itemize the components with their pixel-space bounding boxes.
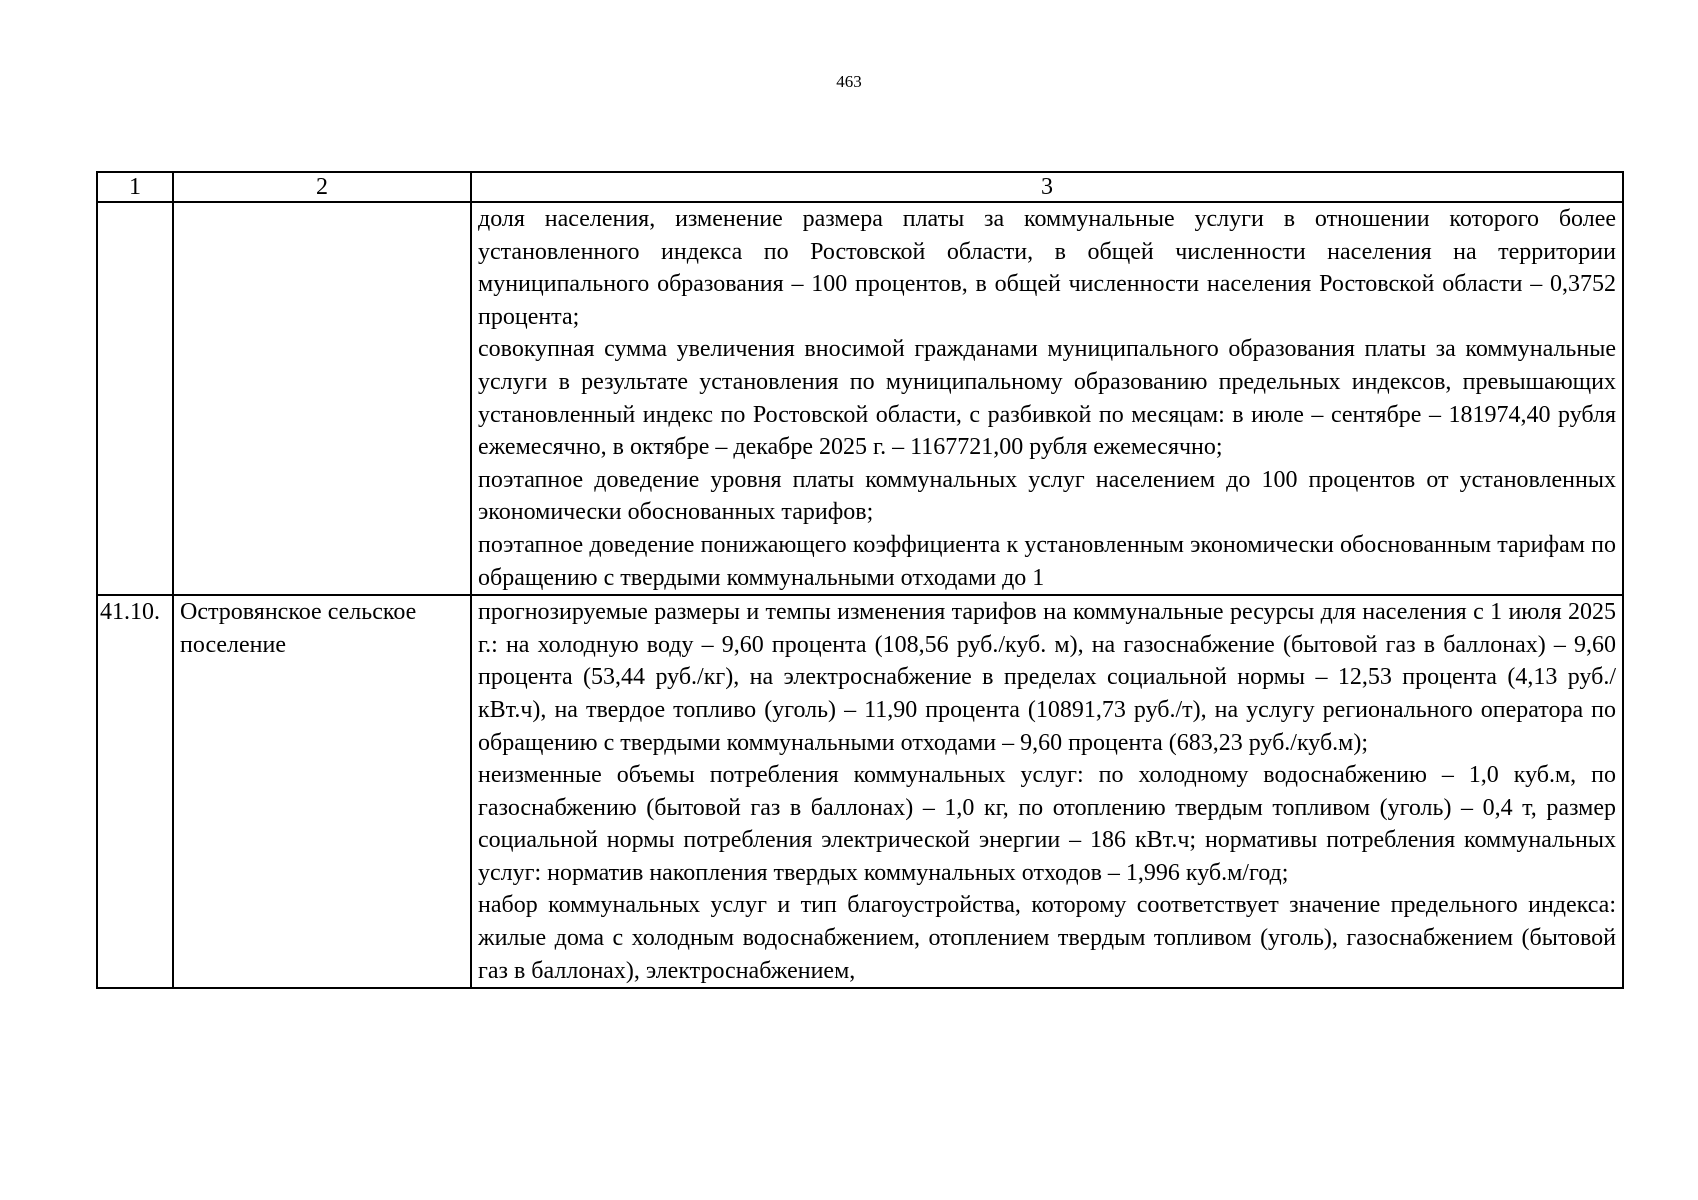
paragraph: неизменные объемы потребления коммунальных услуг: по холодному водоснабжению – 1,0 куб.м, по газоснабжению (бытовой газ в баллонах) – 1,0 кг, по отоплению твердым топливом (уголь) – 0,4 т, размер социальной нормы потребления электрической энергии – 186 кВт.ч; нормативы потребления коммунальных услуг: норматив накопления твердых коммунальных отходов – 1,996 куб.м/год; [478, 762, 1616, 886]
municipality-name-cell [173, 202, 471, 595]
paragraph: поэтапное доведение уровня платы коммунальных услуг населением до 100 процентов от установленных экономически обоснованных тарифов; [478, 466, 1616, 526]
description-cell [471, 595, 1623, 988]
row-number-cell [97, 202, 173, 595]
header-cell-1: 1 [97, 172, 173, 202]
municipality-name-cell: Островянское сельское поселение [173, 595, 471, 988]
paragraph: прогнозируемые размеры и темпы изменения тарифов на коммунальные ресурсы для населения с 1 июля 2025 г.: на холодную воду – 9,60 процента (108,56 руб./куб. м), на газоснабжение (бытовой газ в баллонах) – 9,60 процента (53,44 руб./кг), на электроснабжение в пределах социальной нормы – 12,53 процента (4,13 руб./кВт.ч), на твердое топливо (уголь) – 11,90 процента (10891,73 руб./т), на услугу регионального оператора по обращению с твердыми коммунальными отходами – 9,60 процента (683,23 руб./куб.м); [478, 599, 1616, 756]
document-table [96, 171, 1624, 989]
table-header-row [97, 172, 1623, 202]
page-number: 463 [836, 72, 862, 91]
paragraph: поэтапное доведение понижающего коэффициента к установленным экономически обоснованным тарифам по обращению с твердыми коммунальными отходами до 1 [478, 531, 1616, 591]
paragraph: совокупная сумма увеличения вносимой гражданами муниципального образования платы за коммунальные услуги в результате установления по муниципальному образованию предельных индексов, превышающих установленный индекс по Ростовской области, с разбивкой по месяцам: в июле – сентябре – 181974,40 рубля ежемесячно, в октябре – декабре 2025 г. – 1167721,00 рубля ежемесячно; [478, 336, 1616, 461]
paragraph: доля населения, изменение размера платы за коммунальные услуги в отношении которого более установленного индекса по Ростовской области, в общей численности населения на территории муниципального образования – 100 процентов, в общей численности населения Ростовской области – 0,3752 процента; [478, 206, 1616, 330]
table-row [97, 595, 1623, 988]
row-number-cell: 41.10. [97, 595, 173, 988]
header-cell-2: 2 [173, 172, 471, 202]
header-cell-3: 3 [471, 172, 1623, 202]
description-cell [471, 202, 1623, 595]
table-row [97, 202, 1623, 595]
paragraph: набор коммунальных услуг и тип благоустройства, которому соответствует значение предельного индекса: жилые дома с холодным водоснабжением, отоплением твердым топливом (уголь), газоснабжением (бытовой газ в баллонах), электроснабжением, [478, 892, 1616, 984]
